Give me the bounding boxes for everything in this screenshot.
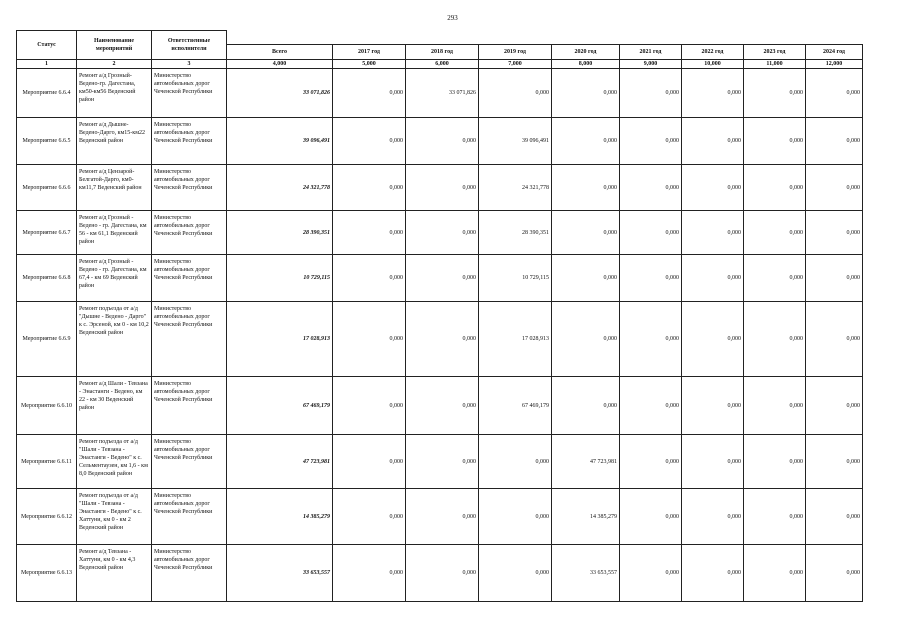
table-row bbox=[17, 255, 863, 302]
index-cell: 7,000 bbox=[479, 60, 552, 69]
table-row bbox=[17, 545, 863, 602]
header-col-6: 2022 год bbox=[682, 45, 744, 60]
year-value-cell: 0,000 bbox=[333, 118, 406, 165]
year-value-cell: 0,000 bbox=[620, 69, 682, 118]
total-cell: 33 653,557 bbox=[227, 545, 333, 602]
year-value-cell: 0,000 bbox=[744, 435, 806, 489]
index-cell: 3 bbox=[152, 60, 227, 69]
year-value-cell: 0,000 bbox=[406, 165, 479, 211]
year-value-cell: 0,000 bbox=[744, 377, 806, 435]
executor-cell: Министерство автомобильных дорог Чеченской Республики bbox=[152, 377, 227, 435]
year-value-cell: 0,000 bbox=[682, 435, 744, 489]
status-cell: Мероприятие 6.6.11 bbox=[17, 435, 77, 489]
year-value-cell: 0,000 bbox=[333, 255, 406, 302]
executor-cell: Министерство автомобильных дорог Чеченской Республики bbox=[152, 545, 227, 602]
executor-cell: Министерство автомобильных дорог Чеченской Республики bbox=[152, 435, 227, 489]
event-name-cell: Ремонт а/д Грозный - Ведено - гр. Дагестана, км 67,4 - км 69 Веденский район bbox=[77, 255, 152, 302]
year-value-cell: 0,000 bbox=[406, 118, 479, 165]
year-value-cell: 0,000 bbox=[682, 211, 744, 255]
year-value-cell: 0,000 bbox=[806, 435, 863, 489]
year-value-cell: 0,000 bbox=[333, 489, 406, 545]
index-cell: 8,000 bbox=[552, 60, 620, 69]
year-value-cell: 0,000 bbox=[806, 255, 863, 302]
year-value-cell: 0,000 bbox=[479, 545, 552, 602]
page-number: 293 bbox=[447, 14, 458, 22]
year-value-cell: 0,000 bbox=[620, 435, 682, 489]
year-value-cell: 0,000 bbox=[620, 545, 682, 602]
year-value-cell: 0,000 bbox=[682, 165, 744, 211]
header-col-7: 2023 год bbox=[744, 45, 806, 60]
year-value-cell: 0,000 bbox=[744, 489, 806, 545]
year-value-cell: 0,000 bbox=[406, 435, 479, 489]
year-value-cell: 0,000 bbox=[744, 302, 806, 377]
total-cell: 14 385,279 bbox=[227, 489, 333, 545]
year-value-cell: 0,000 bbox=[333, 377, 406, 435]
year-value-cell: 0,000 bbox=[682, 255, 744, 302]
header-col-3: 2019 год bbox=[479, 45, 552, 60]
total-cell: 28 390,351 bbox=[227, 211, 333, 255]
executor-cell: Министерство автомобильных дорог Чеченской Республики bbox=[152, 69, 227, 118]
table-body bbox=[17, 69, 863, 602]
year-value-cell: 67 469,179 bbox=[479, 377, 552, 435]
year-value-cell: 0,000 bbox=[479, 435, 552, 489]
year-value-cell: 0,000 bbox=[620, 118, 682, 165]
status-cell: Мероприятие 6.6.9 bbox=[17, 302, 77, 377]
year-value-cell: 0,000 bbox=[682, 545, 744, 602]
event-name-cell: Ремонт подъезда от а/д "Шали - Тевзана - Энастанги - Ведено" к с. Сельментаузен, км 1,6 - км 8,0 Веденский район bbox=[77, 435, 152, 489]
table-row bbox=[17, 377, 863, 435]
event-name-cell: Ремонт а/д Грозный - Ведено - гр. Дагестана, км 56 - км 61,1 Веденский район bbox=[77, 211, 152, 255]
year-value-cell: 0,000 bbox=[682, 302, 744, 377]
year-value-cell: 0,000 bbox=[806, 302, 863, 377]
year-value-cell: 0,000 bbox=[333, 435, 406, 489]
total-cell: 67 469,179 bbox=[227, 377, 333, 435]
year-value-cell: 0,000 bbox=[744, 118, 806, 165]
index-cell: 6,000 bbox=[406, 60, 479, 69]
year-value-cell: 0,000 bbox=[479, 489, 552, 545]
year-value-cell: 0,000 bbox=[552, 211, 620, 255]
event-name-cell: Ремонт а/д Цензарой-Белгатой-Дарго, км0-км11,7 Веденский район bbox=[77, 165, 152, 211]
year-value-cell: 0,000 bbox=[479, 69, 552, 118]
index-cell: 2 bbox=[77, 60, 152, 69]
year-value-cell: 0,000 bbox=[406, 545, 479, 602]
status-cell: Мероприятие 6.6.10 bbox=[17, 377, 77, 435]
year-value-cell: 0,000 bbox=[406, 255, 479, 302]
index-cell: 1 bbox=[17, 60, 77, 69]
year-value-cell: 0,000 bbox=[806, 211, 863, 255]
year-value-cell: 0,000 bbox=[552, 255, 620, 302]
index-cell: 10,000 bbox=[682, 60, 744, 69]
year-value-cell: 14 385,279 bbox=[552, 489, 620, 545]
header-col-5: 2021 год bbox=[620, 45, 682, 60]
header-spacer bbox=[227, 31, 863, 45]
year-value-cell: 0,000 bbox=[333, 302, 406, 377]
year-value-cell: 33 071,826 bbox=[406, 69, 479, 118]
year-value-cell: 33 653,557 bbox=[552, 545, 620, 602]
year-value-cell: 0,000 bbox=[333, 211, 406, 255]
year-value-cell: 0,000 bbox=[333, 69, 406, 118]
year-value-cell: 0,000 bbox=[806, 118, 863, 165]
year-value-cell: 0,000 bbox=[682, 377, 744, 435]
index-cell: 12,000 bbox=[806, 60, 863, 69]
year-value-cell: 0,000 bbox=[682, 69, 744, 118]
year-value-cell: 0,000 bbox=[806, 489, 863, 545]
year-value-cell: 0,000 bbox=[406, 211, 479, 255]
year-value-cell: 17 028,913 bbox=[479, 302, 552, 377]
year-value-cell: 0,000 bbox=[552, 377, 620, 435]
status-cell: Мероприятие 6.6.6 bbox=[17, 165, 77, 211]
table-row bbox=[17, 118, 863, 165]
year-value-cell: 0,000 bbox=[333, 165, 406, 211]
event-name-cell: Ремонт подъезда от а/д "Шали - Тевзана - Энастанги - Ведено" к с. Хаттуни, км 0 - км 2 Веденский район bbox=[77, 489, 152, 545]
event-name-cell: Ремонт а/д Грозный-Ведено-гр. Дагестана, км50-км56 Веденский район bbox=[77, 69, 152, 118]
status-cell: Мероприятие 6.6.5 bbox=[17, 118, 77, 165]
header-col-1: 2017 год bbox=[333, 45, 406, 60]
year-value-cell: 39 096,491 bbox=[479, 118, 552, 165]
index-cell: 9,000 bbox=[620, 60, 682, 69]
event-name-cell: Ремонт а/д Дышне-Ведено-Дарго, км15-км22 Веденский район bbox=[77, 118, 152, 165]
year-value-cell: 0,000 bbox=[806, 545, 863, 602]
year-value-cell: 0,000 bbox=[333, 545, 406, 602]
year-value-cell: 0,000 bbox=[744, 255, 806, 302]
total-cell: 47 723,981 bbox=[227, 435, 333, 489]
header-col-4: 2020 год bbox=[552, 45, 620, 60]
year-value-cell: 0,000 bbox=[620, 211, 682, 255]
index-row bbox=[17, 60, 863, 69]
header-col-8: 2024 год bbox=[806, 45, 863, 60]
status-cell: Мероприятие 6.6.13 bbox=[17, 545, 77, 602]
header-col-2: 2018 год bbox=[406, 45, 479, 60]
year-value-cell: 0,000 bbox=[552, 118, 620, 165]
year-value-cell: 0,000 bbox=[620, 165, 682, 211]
budget-table bbox=[16, 30, 863, 602]
executor-cell: Министерство автомобильных дорог Чеченской Республики bbox=[152, 211, 227, 255]
executor-cell: Министерство автомобильных дорог Чеченской Республики bbox=[152, 302, 227, 377]
year-value-cell: 0,000 bbox=[744, 69, 806, 118]
table-row bbox=[17, 69, 863, 118]
year-value-cell: 47 723,981 bbox=[552, 435, 620, 489]
executor-cell: Министерство автомобильных дорог Чеченской Республики bbox=[152, 165, 227, 211]
year-value-cell: 0,000 bbox=[682, 489, 744, 545]
year-value-cell: 0,000 bbox=[552, 69, 620, 118]
executor-cell: Министерство автомобильных дорог Чеченской Республики bbox=[152, 118, 227, 165]
header-col-0: Всего bbox=[227, 45, 333, 60]
status-cell: Мероприятие 6.6.12 bbox=[17, 489, 77, 545]
executor-cell: Министерство автомобильных дорог Чеченской Республики bbox=[152, 489, 227, 545]
total-cell: 33 071,826 bbox=[227, 69, 333, 118]
year-value-cell: 0,000 bbox=[806, 165, 863, 211]
year-value-cell: 0,000 bbox=[744, 165, 806, 211]
year-value-cell: 0,000 bbox=[620, 255, 682, 302]
year-value-cell: 0,000 bbox=[806, 377, 863, 435]
table-row bbox=[17, 211, 863, 255]
total-cell: 24 321,778 bbox=[227, 165, 333, 211]
year-value-cell: 28 390,351 bbox=[479, 211, 552, 255]
year-value-cell: 0,000 bbox=[406, 302, 479, 377]
year-value-cell: 0,000 bbox=[406, 377, 479, 435]
index-cell: 4,000 bbox=[227, 60, 333, 69]
table-row bbox=[17, 165, 863, 211]
status-cell: Мероприятие 6.6.8 bbox=[17, 255, 77, 302]
event-name-cell: Ремонт а/д Тевзана - Хаттуни, км 0 - км 4,3 Веденский район bbox=[77, 545, 152, 602]
index-cell: 11,000 bbox=[744, 60, 806, 69]
year-value-cell: 0,000 bbox=[682, 118, 744, 165]
header-name: Наименование мероприятий bbox=[77, 31, 152, 60]
year-value-cell: 0,000 bbox=[552, 165, 620, 211]
event-name-cell: Ремонт подъезда от а/д "Дышне - Ведено - Дарго" к с. Эрсеной, км 0 - км 10,2 Веденский район bbox=[77, 302, 152, 377]
table-row bbox=[17, 489, 863, 545]
year-value-cell: 0,000 bbox=[552, 302, 620, 377]
year-value-cell: 0,000 bbox=[620, 377, 682, 435]
header-status: Статус bbox=[17, 31, 77, 60]
year-value-cell: 0,000 bbox=[620, 489, 682, 545]
year-value-cell: 0,000 bbox=[744, 211, 806, 255]
year-value-cell: 10 729,115 bbox=[479, 255, 552, 302]
status-cell: Мероприятие 6.6.4 bbox=[17, 69, 77, 118]
table-row bbox=[17, 302, 863, 377]
total-cell: 39 096,491 bbox=[227, 118, 333, 165]
year-value-cell: 0,000 bbox=[406, 489, 479, 545]
status-cell: Мероприятие 6.6.7 bbox=[17, 211, 77, 255]
event-name-cell: Ремонт а/д Шали - Тевзана - Энастанги - Ведено, км 22 - км 30 Веденский район bbox=[77, 377, 152, 435]
total-cell: 17 028,913 bbox=[227, 302, 333, 377]
year-value-cell: 0,000 bbox=[806, 69, 863, 118]
year-value-cell: 24 321,778 bbox=[479, 165, 552, 211]
executor-cell: Министерство автомобильных дорог Чеченской Республики bbox=[152, 255, 227, 302]
total-cell: 10 729,115 bbox=[227, 255, 333, 302]
year-value-cell: 0,000 bbox=[620, 302, 682, 377]
year-value-cell: 0,000 bbox=[744, 545, 806, 602]
header-executors: Ответственные исполнители bbox=[152, 31, 227, 60]
index-cell: 5,000 bbox=[333, 60, 406, 69]
table-row bbox=[17, 435, 863, 489]
